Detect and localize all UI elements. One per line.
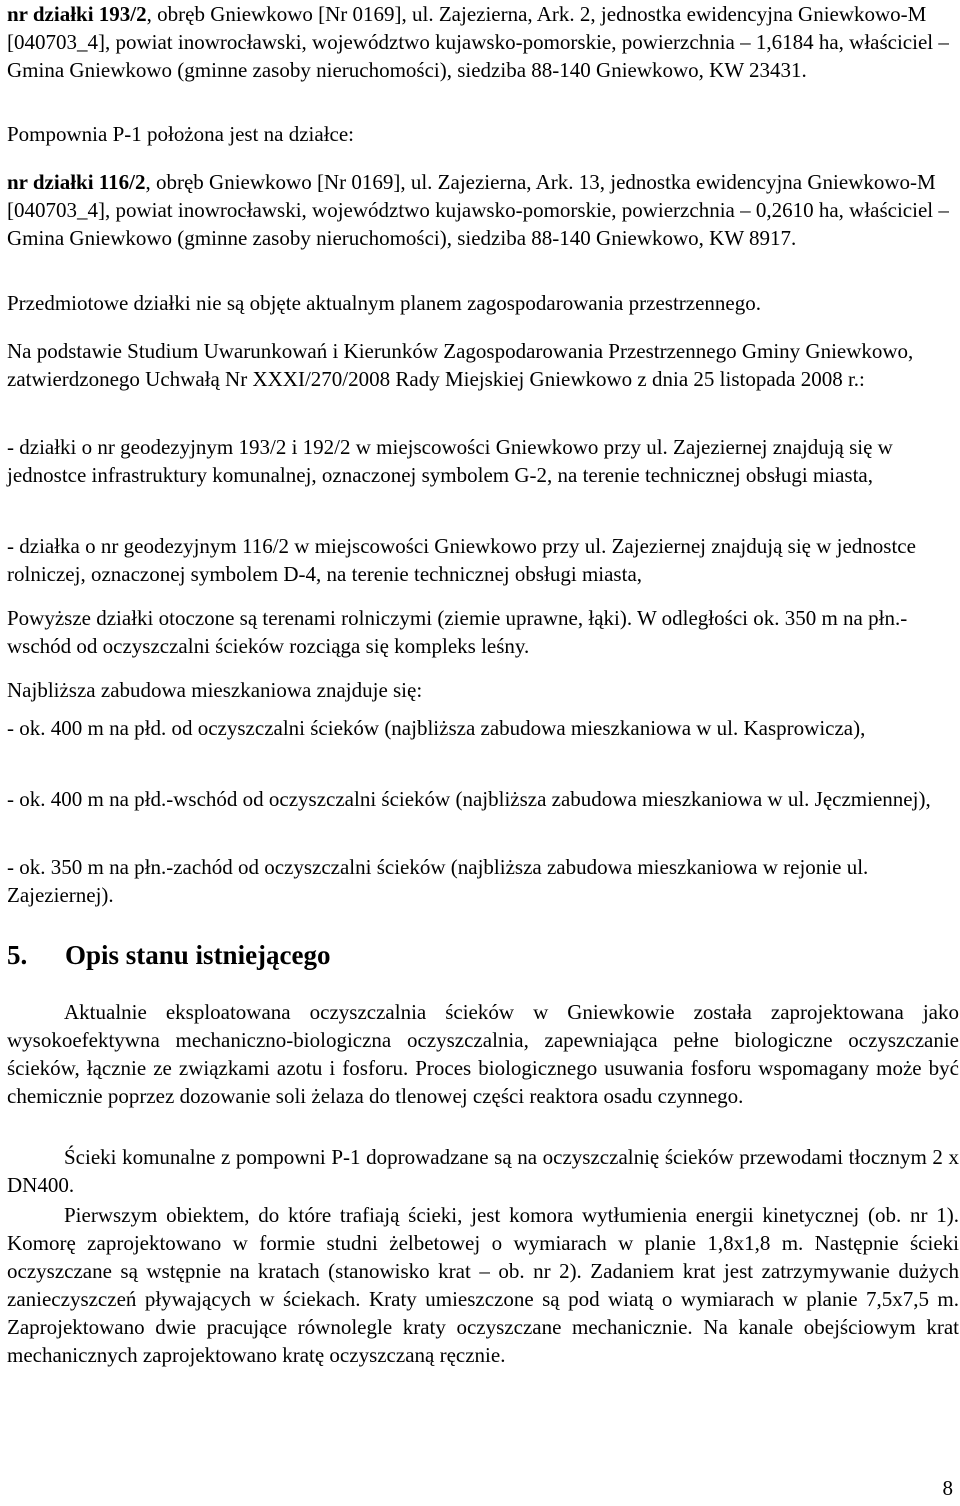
first-object-paragraph [7,1201,959,1369]
section-title: Opis stanu istniejącego [65,940,331,970]
surroundings-paragraph [7,604,959,660]
nearest-housing-paragraph [7,676,959,704]
zoning-plan-text: Przedmiotowe działki nie są objęte aktualnym planem zagospodarowania przestrzennego. [7,291,761,315]
parcels-g2-paragraph [7,433,959,489]
parcel-116-2-label: nr działki 116/2 [7,170,146,194]
surroundings-text: Powyższe działki otoczone są terenami rolniczymi (ziemie uprawne, łąki). W odległości ok. 350 m na płn.-wschód od oczyszczalni ścieków rozciąga się kompleks leśny. [7,606,908,658]
housing-southeast-text: - ok. 400 m na płd.-wschód od oczyszczalni ścieków (najbliższa zabudowa mieszkaniowa w ul. Jęczmiennej), [7,787,931,811]
parcel-193-2-details: , obręb Gniewkowo [Nr 0169], ul. Zajezierna, Ark. 2, jednostka ewidencyjna Gniewkowo-M [040703_4], powiat inowrocławski, województwo kujawsko-pomorskie, powierzchnia – 1,6184 ha, właściciel – Gmina Gniewkowo (gminne zasoby nieruchomości), siedziba 88-140 Gniewkowo, KW 23431. [7,2,949,82]
housing-south-text: - ok. 400 m na płd. od oczyszczalni ścieków (najbliższa zabudowa mieszkaniowa w ul. Kasprowicza), [7,716,866,740]
section-heading [7,938,331,972]
plant-description-paragraph [7,998,959,1110]
housing-southeast-paragraph [7,785,959,813]
page-number: 8 [942,1476,953,1500]
parcel-116-2-paragraph [7,168,959,252]
housing-northwest-paragraph [7,853,959,909]
section-number: 5. [7,940,28,970]
sewage-inflow-paragraph [7,1143,959,1199]
parcel-d4-text: - działka o nr geodezyjnym 116/2 w miejscowości Gniewkowo przy ul. Zajeziernej znajdują się w jednostce rolniczej, oznaczonej symbolem D-4, na terenie technicznej obsługi miasta, [7,534,916,586]
parcel-116-2-details: , obręb Gniewkowo [Nr 0169], ul. Zajezierna, Ark. 13, jednostka ewidencyjna Gniewkowo-M [040703_4], powiat inowrocławski, województwo kujawsko-pomorskie, powierzchnia – 0,2610 ha, właściciel – Gmina Gniewkowo (gminne zasoby nieruchomości), siedziba 88-140 Gniewkowo, KW 8917. [7,170,949,250]
parcel-193-2-label: nr działki 193/2 [7,2,147,26]
pump-station-text: Pompownia P-1 położona jest na działce: [7,122,355,146]
parcel-d4-paragraph [7,532,959,588]
housing-northwest-text: - ok. 350 m na płn.-zachód od oczyszczalni ścieków (najbliższa zabudowa mieszkaniowa w rejonie ul. Zajeziernej). [7,855,869,907]
study-paragraph [7,337,959,393]
plant-description-text: Aktualnie eksploatowana oczyszczalnia ścieków w Gniewkowie została zaprojektowana jako wysokoefektywna mechaniczno-biologiczna oczyszczalnia, zapewniająca pełne biologiczne oczyszczanie ścieków, łącznie ze związkami azotu i fosforu. Proces biologicznego usuwania fosforu wspomagany może być chemicznie poprzez dozowanie soli żelaza do tlenowej części reaktora osadu czynnego. [7,1000,959,1108]
study-text: Na podstawie Studium Uwarunkowań i Kierunków Zagospodarowania Przestrzennego Gminy Gniewkowo, zatwierdzonego Uchwałą Nr XXXI/270/2008 Rady Miejskiej Gniewkowo z dnia 25 listopada 2008 r.: [7,339,914,391]
first-object-text: Pierwszym obiektem, do które trafiają ścieki, jest komora wytłumienia energii kinetycznej (ob. nr 1). Komorę zaprojektowano w formie studni żelbetowej o wymiarach w planie 1,8x1,8 m. Następnie ścieki oczyszczane są wstępnie na kratach (stanowisko krat – ob. nr 2). Zadaniem krat jest zatrzymywanie dużych zanieczyszczeń pływających w ściekach. Kraty umieszczone są pod wiatą o wymiarach w planie 7,5x7,5 m. Zaprojektowano dwie pracujące równolegle kraty oczyszczane mechanicznie. Na kanale obejściowym krat mechanicznych zaprojektowano kratę oczyszczaną ręcznie. [7,1203,959,1367]
housing-south-paragraph [7,714,959,742]
sewage-inflow-text: Ścieki komunalne z pompowni P-1 doprowadzane są na oczyszczalnię ścieków przewodami tłocznym 2 x DN400. [7,1145,959,1197]
zoning-plan-paragraph [7,289,959,317]
nearest-housing-text: Najbliższa zabudowa mieszkaniowa znajduje się: [7,678,423,702]
pump-station-paragraph [7,120,959,148]
parcel-193-2-paragraph [7,0,959,84]
parcels-g2-text: - działki o nr geodezyjnym 193/2 i 192/2 w miejscowości Gniewkowo przy ul. Zajeziernej znajdują się w jednostce infrastruktury komunalnej, oznaczonej symbolem G-2, na terenie technicznej obsługi miasta, [7,435,893,487]
